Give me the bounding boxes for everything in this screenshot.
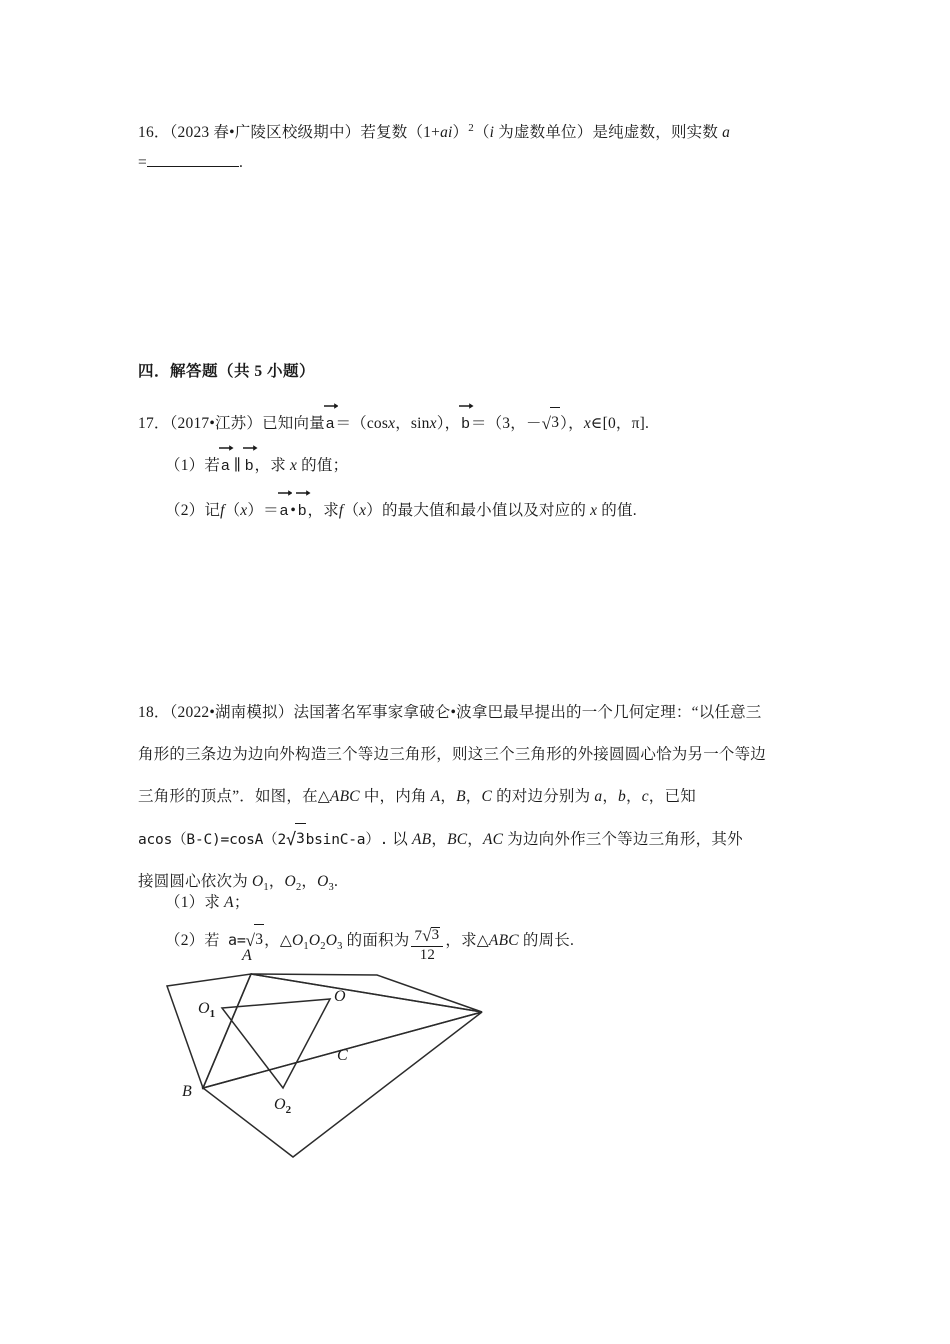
arrow-over-icon [278,489,293,496]
center-O1: O [251,873,264,890]
question-17-line-1 [138,408,858,439]
question-18-line-3 [138,782,850,812]
radical-sign-icon: √ [286,830,297,850]
question-16-number: 16． [138,124,170,142]
side-c: c [641,788,649,805]
question-18-text-5c: ， [301,873,318,890]
q18-part-2-text-e: 的周长. [518,932,575,949]
q18-part-2-text-d: ，求△ [445,932,489,949]
figure-label-C: C [337,1047,348,1064]
question-18-line-1 [138,698,850,728]
question-17-source: （2017•江苏） [169,415,263,432]
question-16-equals: = [138,154,147,172]
question-16-i: i [489,124,495,142]
question-18-text-5b: ， [268,873,285,890]
vector-b-letter: b [244,457,254,474]
question-17-close1: ）， [436,415,461,432]
dot-product-icon: • [290,502,296,519]
vector-a [220,451,231,481]
question-18-text-3e: 的对边分别为 [492,788,595,805]
question-18-text-1: 法国著名军事家拿破仑•波拿巴最早提出的一个几何定理：“以任意三 [293,704,762,721]
arrow-over-icon [296,489,311,496]
arrow-over-icon [459,402,474,409]
side-b: b [618,788,626,805]
question-17-domain: ∈[0，π]. [590,415,650,432]
q18-part-2-text-c: 的面积为 [342,932,410,949]
question-18-text-3g: ， [626,788,642,805]
question-18-line-2 [138,740,850,770]
question-16 [138,113,838,178]
triangle-O2-subscript: 2 [320,941,326,953]
question-17-eq1: ＝（cos [335,415,389,432]
part-1-label: （1） [165,457,205,474]
sqrt-3 [422,927,440,945]
figure-label-O2-letter: O [274,1096,286,1113]
arrow-over-icon [324,402,339,409]
question-18-text-3c: ， [440,788,457,805]
center-O2-subscript: 2 [295,882,302,894]
question-18-text-4a: 以 [388,831,413,848]
figure-svg [150,955,550,1185]
question-16-source: （2023 春•广陵区校级期中） [169,124,361,142]
vector-b-letter: b [297,502,307,519]
vector-b [244,451,255,481]
figure-label-A: A [242,947,252,964]
center-O1-subscript: 1 [263,882,269,894]
equilateral-triangle-on-AB [167,974,251,1088]
arrow-over-icon [219,444,234,451]
question-16-exponent: 2 [468,122,474,134]
question-16-text-b: ） [452,124,469,142]
q18-part-1-var: A [224,894,234,911]
q18-part-1-text-b: ； [233,894,250,911]
vector-b-letter: b [461,415,470,432]
radical-sign-icon: √ [422,926,432,946]
fraction-denominator: 12 [411,946,443,964]
question-18-text-4c: ， [467,831,483,848]
question-17-part-1 [165,451,885,481]
section-heading: 四．解答题（共 5 小题） [138,363,316,380]
figure-label-O1-subscript: 1 [209,1008,216,1021]
question-16-text-c: （ [473,124,490,142]
part-1-text-b: ，求 [254,457,291,474]
question-18-text-2: 角形的三条边为边向外构造三个等边三角形，则这三个三角形的外接圆圆心恰为另一个等边 [138,746,767,763]
question-17 [138,408,858,439]
question-18-text-4d: 为边向外作三个等边三角形，其外 [503,831,743,848]
triangle-O3-subscript: 3 [337,941,343,953]
question-16-text-d: 为虚数单位）是纯虚数，则实数 [494,124,723,142]
answer-blank[interactable] [147,153,239,167]
segment-AC: AC [482,831,504,848]
vector-a [279,496,290,526]
vector-a-letter: a [279,502,289,519]
question-17-part-2 [165,496,905,526]
fraction-numerator [411,927,443,946]
q18-part-2-label: （2） [165,932,205,949]
question-16-text-a: 若复数（1+ [360,124,441,142]
part-2-text-b: ，求 [307,502,339,519]
part-2-f1: f [220,502,225,519]
question-18-text-3b: 中，内角 [359,788,431,805]
triangle-O1-O-O2 [222,999,330,1088]
figure-label-O: O [334,988,346,1005]
part-2-args2: ）＝ [247,502,279,519]
equation-part-2: bsinC-a）. [305,832,389,848]
question-16-line-1 [138,113,838,148]
question-17-eq2: ＝（3，－ [470,415,542,432]
question-18-text-3a: 三角形的顶点”．如图，在△ [138,788,330,805]
figure-label-O2-subscript: 2 [285,1104,292,1117]
part-2-args1: （ [224,502,241,519]
part-1-var: x [290,457,298,474]
figure-label-B: B [182,1083,192,1100]
question-18-text-3h: ，已知 [648,788,696,805]
part-2-args4: ） [366,502,382,519]
center-O2: O [284,873,296,890]
q18-part-1-label: （1） [165,894,205,911]
equilateral-triangle-on-BC [203,1012,482,1157]
part-2-text-d: 的值. [597,502,637,519]
radicand: 3 [431,927,440,944]
question-17-x2: x [429,415,437,432]
angle-A: A [430,788,441,805]
question-16-ai: ai [440,124,453,142]
radical-sign-icon: √ [541,414,552,433]
question-18-line-4 [138,824,850,855]
q18-part-2-text-a: 若 a= [204,931,246,949]
vector-a [325,409,336,439]
part-1-text-c: 的值； [297,457,349,474]
part-1-text-a: 若 [204,457,221,474]
question-18-text-5a: 接圆圆心依次为 [138,873,252,890]
question-17-comma1: ，sin [395,415,430,432]
question-16-line-2 [138,148,838,178]
question-17-number: 17． [138,415,170,432]
radicand: 3 [550,407,560,438]
question-18-text-5d: . [333,873,339,890]
equation-part-1: acos（B-C)=cosA（2 [138,832,287,848]
segment-BC: BC [447,831,468,848]
question-17-x3: x [583,415,591,432]
part-2-x2: x [359,502,367,519]
arrow-over-icon [243,444,258,451]
part-2-f2: f [338,502,344,519]
q18-part-2-text-b: ，△ [264,932,292,949]
question-16-period: . [238,154,244,172]
question-17-x1: x [388,415,396,432]
vector-a-letter: a [221,457,230,474]
question-18-part-1 [165,888,250,918]
equation-sqrt-3 [286,824,306,855]
question-17-close2: ）， [560,415,584,432]
angle-B: B [456,788,466,805]
sqrt-3 [542,408,560,439]
triangle-abc-label: ABC [329,788,360,805]
equilateral-triangle-on-AC [251,974,482,1012]
vector-b [297,496,308,526]
vector-b [460,409,471,439]
part-2-text-c: 的最大值和最小值以及对应的 [381,502,591,519]
radicand: 3 [254,924,264,955]
part-2-args3: （ [343,502,360,519]
question-18-text-3f: ， [602,788,619,805]
numerator-coefficient: 7 [414,928,423,945]
q18-part-1-text-a: 求 [204,894,225,911]
question-18-text-4b: ， [431,831,448,848]
question-17-lead: 已知向量 [262,415,325,432]
radical-sign-icon: √ [245,931,256,950]
napoleon-triangle-figure [150,947,550,1185]
figure-label-O1-letter: O [198,1000,210,1017]
question-16-variable-a: a [722,124,731,142]
question-18-number: 18． [138,704,170,721]
side-a: a [594,788,603,805]
triangle-O1: O [291,932,304,949]
triangle-O2: O [308,932,321,949]
vector-a-letter: a [325,415,335,432]
figure-label-O1 [198,1000,215,1020]
triangle-O3: O [325,932,338,949]
part-2-label: （2） [165,502,205,519]
radicand: 3 [295,823,306,854]
figure-label-O2 [274,1096,291,1116]
triangle-abc-label: ABC [488,932,519,949]
center-O3-subscript: 3 [328,882,334,894]
parallel-symbol-icon: ∥ [233,457,241,474]
part-2-text-a: 记 [204,502,221,519]
segment-AB: AB [412,831,432,848]
part-2-x3: x [590,502,598,519]
question-18-source: （2022•湖南模拟） [169,704,294,721]
question-18 [138,698,850,903]
center-O3: O [317,873,329,890]
triangle-O1-subscript: 1 [303,941,309,953]
part-2-x1: x [240,502,248,519]
question-18-text-3d: ， [465,788,482,805]
angle-C: C [481,788,493,805]
